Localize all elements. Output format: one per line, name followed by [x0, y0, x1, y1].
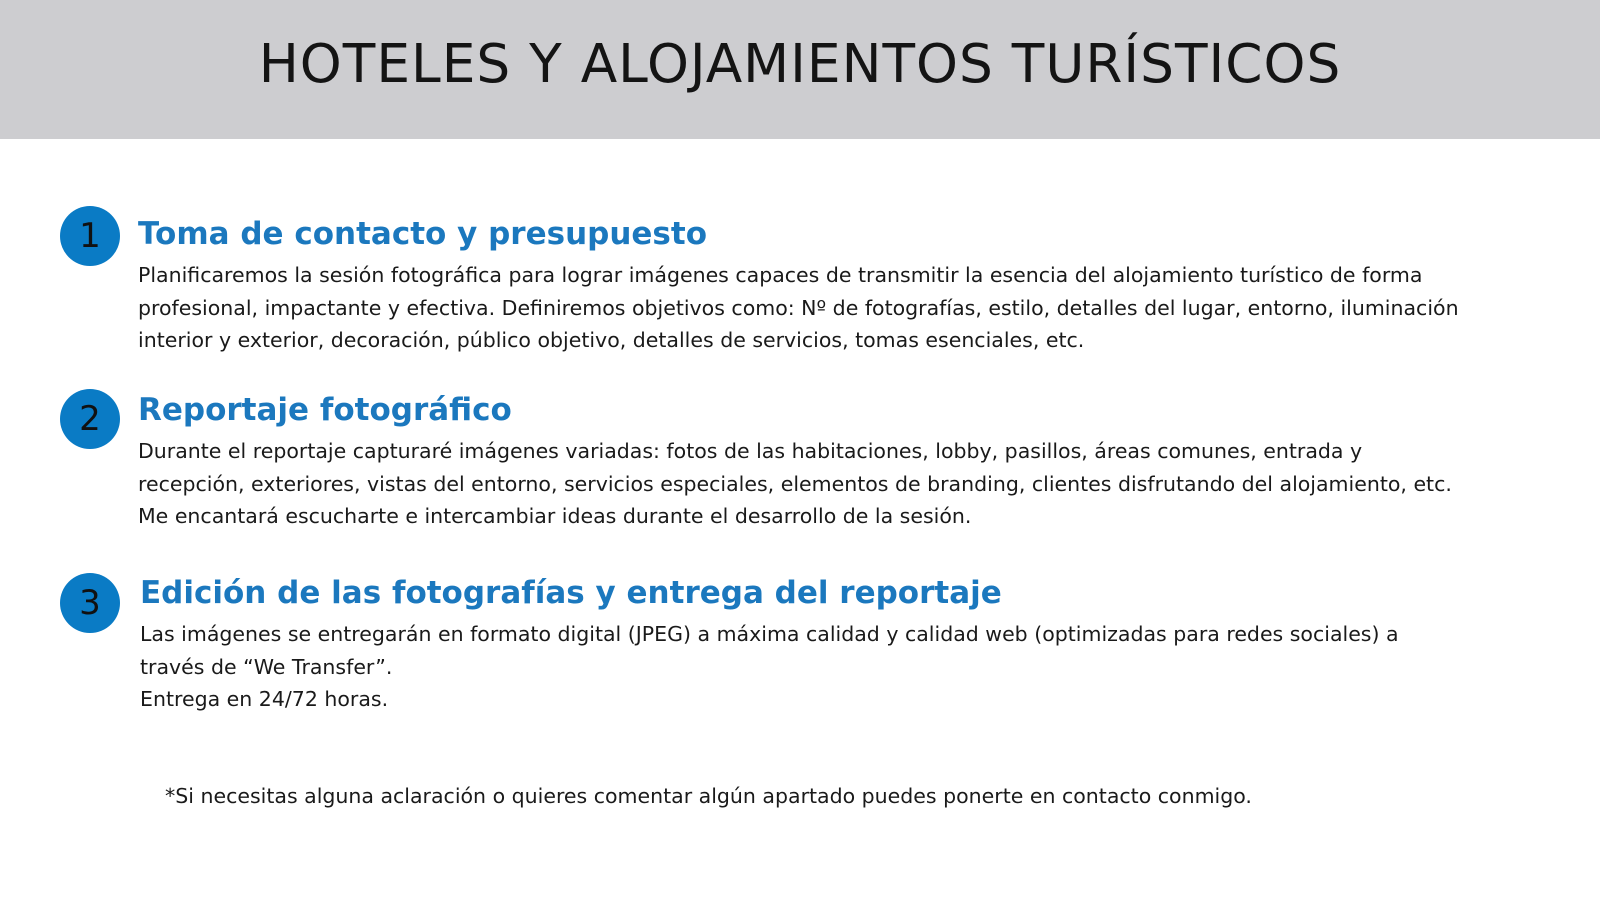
step-description-line: interior y exterior, decoración, público objetivo, detalles de servicios, tomas esenciales, etc.: [138, 328, 1085, 352]
step-number-badge: 3: [60, 573, 120, 633]
step-description-line: recepción, exteriores, vistas del entorno, servicios especiales, elementos de branding, clientes disfrutando del alojamiento, etc.: [138, 471, 1452, 496]
footnote: *Si necesitas alguna aclaración o quieres comentar algún apartado puedes ponerte en contacto conmigo.: [165, 784, 1252, 808]
header-banner: [0, 0, 1600, 139]
step-description-line: Durante el reportaje capturaré imágenes variadas: fotos de las habitaciones, lobby, pasillos, áreas comunes, entrada y: [138, 439, 1363, 463]
step-description: [138, 435, 1538, 533]
step-description: [138, 259, 1538, 357]
step-number-badge: 2: [60, 389, 120, 449]
step-description-line: Entrega en 24/72 horas.: [140, 687, 389, 711]
step-title: Toma de contacto y presupuesto: [138, 216, 707, 252]
step-title: Edición de las fotografías y entrega del reportaje: [140, 575, 1002, 611]
step-description: [140, 618, 1540, 716]
step-description-line: través de “We Transfer”.: [140, 654, 393, 679]
step-number-badge: 1: [60, 206, 120, 266]
step-title: Reportaje fotográfico: [138, 392, 512, 428]
step-description-line: Planificaremos la sesión fotográfica para lograr imágenes capaces de transmitir la esencia del alojamiento turístico de forma: [138, 263, 1423, 287]
step-description-line: Las imágenes se entregarán en formato digital (JPEG) a máxima calidad y calidad web (optimizadas para redes sociales) a: [140, 622, 1399, 646]
step-description-line: profesional, impactante y efectiva. Definiremos objetivos como: Nº de fotografías, estilo, detalles del lugar, entorno, iluminación: [138, 295, 1459, 320]
step-description-line: Me encantará escucharte e intercambiar ideas durante el desarrollo de la sesión.: [138, 504, 972, 528]
page-title: HOTELES Y ALOJAMIENTOS TURÍSTICOS: [258, 33, 1342, 95]
